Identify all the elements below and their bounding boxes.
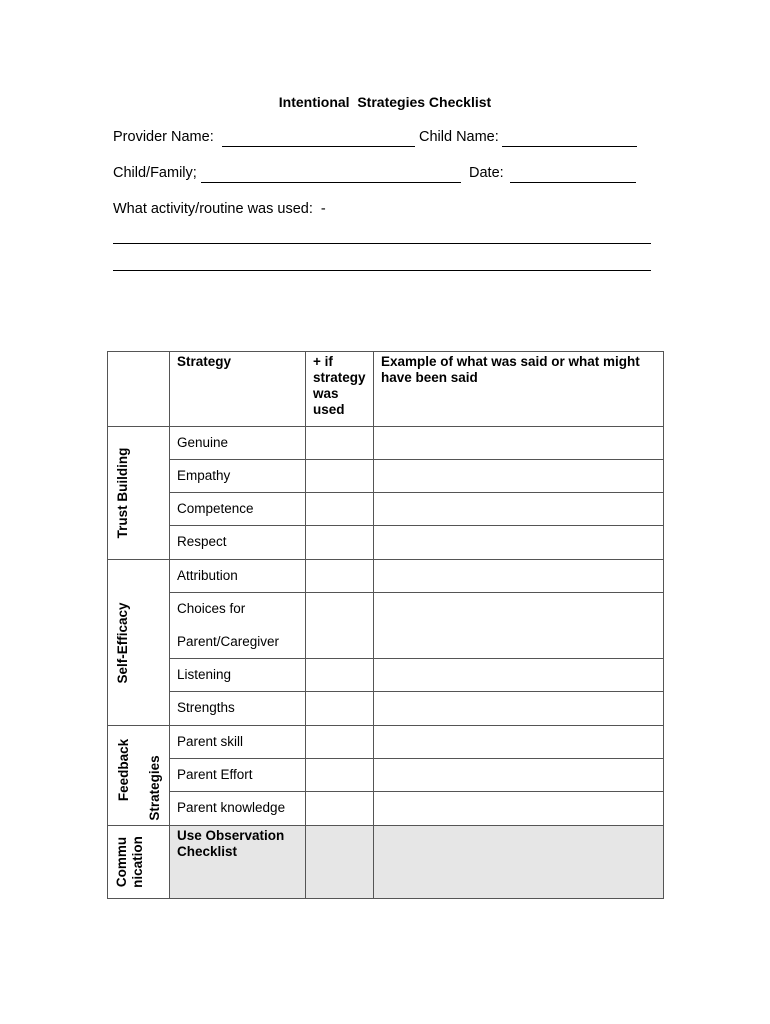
group-label: Self-Efficacy <box>115 601 130 684</box>
date-field[interactable] <box>510 182 636 183</box>
used-check-cell[interactable] <box>306 593 374 659</box>
used-check-cell[interactable] <box>306 692 374 726</box>
used-header <box>306 352 374 427</box>
strategy-parent-skill: Parent skill <box>170 726 306 759</box>
strategy-header <box>170 352 306 427</box>
used-header-line: was <box>313 386 339 401</box>
table-row <box>108 726 664 759</box>
group-self-efficacy <box>108 560 170 726</box>
child-family-field[interactable] <box>201 182 461 183</box>
table-row <box>108 593 664 659</box>
table-row <box>108 526 664 560</box>
provider-name-label: Provider Name: <box>113 129 214 145</box>
strategy-parent-knowledge: Parent knowledge <box>170 792 306 826</box>
used-check-cell[interactable] <box>306 560 374 593</box>
used-check-cell[interactable] <box>306 792 374 826</box>
example-header-line: have been said <box>381 370 478 385</box>
activity-label: What activity/routine was used: - <box>113 201 326 217</box>
example-cell[interactable] <box>374 792 664 826</box>
example-cell[interactable] <box>374 460 664 493</box>
group-header-cell <box>108 352 170 427</box>
strategies-table <box>107 351 664 899</box>
group-label: Trust Building <box>115 447 130 539</box>
example-cell[interactable] <box>374 692 664 726</box>
strategy-observation-line: Use Observation <box>177 828 285 843</box>
group-label <box>114 836 146 888</box>
table-row <box>108 427 664 460</box>
example-cell[interactable] <box>374 759 664 792</box>
strategy-choices <box>170 593 306 659</box>
used-check-cell[interactable] <box>306 726 374 759</box>
table-row <box>108 659 664 692</box>
activity-line-2[interactable] <box>113 270 651 271</box>
strategy-observation-line: Checklist <box>177 844 238 859</box>
strategy-genuine: Genuine <box>170 427 306 460</box>
used-check-cell[interactable] <box>306 659 374 692</box>
group-label: Strategies <box>146 755 162 821</box>
group-feedback-strategies <box>139 726 170 826</box>
strategy-choices-line: Choices for <box>177 601 246 616</box>
table-row <box>108 493 664 526</box>
child-name-label: Child Name: <box>419 129 499 145</box>
used-check-cell[interactable] <box>306 460 374 493</box>
table-row <box>108 460 664 493</box>
table-row <box>108 826 664 899</box>
example-cell[interactable] <box>374 659 664 692</box>
activity-line-1[interactable] <box>113 243 651 244</box>
group-label-line: nication <box>130 836 145 888</box>
used-check-cell[interactable] <box>306 759 374 792</box>
used-header-line: + if <box>313 354 333 369</box>
strategy-parent-effort: Parent Effort <box>170 759 306 792</box>
example-header-line: Example of what was said or what might <box>381 354 640 369</box>
strategy-strengths: Strengths <box>170 692 306 726</box>
example-cell[interactable] <box>374 526 664 560</box>
used-check-cell[interactable] <box>306 493 374 526</box>
table-row <box>108 692 664 726</box>
used-header-line: strategy <box>313 370 366 385</box>
header-row <box>108 352 664 427</box>
group-trust-building <box>108 427 170 560</box>
strategy-respect: Respect <box>170 526 306 560</box>
example-cell[interactable] <box>374 593 664 659</box>
group-label: Feedback <box>116 738 131 801</box>
group-label-line: Commu <box>114 836 129 888</box>
strategy-listening: Listening <box>170 659 306 692</box>
example-cell[interactable] <box>374 826 664 899</box>
used-header-line: used <box>313 402 345 417</box>
used-check-cell[interactable] <box>306 427 374 460</box>
strategy-choices-line: Parent/Caregiver <box>177 634 280 649</box>
group-communication <box>108 826 170 899</box>
table-row <box>108 759 664 792</box>
example-cell[interactable] <box>374 493 664 526</box>
strategy-use-observation <box>170 826 306 899</box>
child-name-field[interactable] <box>502 146 637 147</box>
strategy-attribution: Attribution <box>170 560 306 593</box>
strategy-header-text: Strategy <box>177 354 232 369</box>
table-row <box>108 792 664 826</box>
table-row <box>108 560 664 593</box>
group-feedback <box>108 726 139 826</box>
used-check-cell[interactable] <box>306 826 374 899</box>
used-check-cell[interactable] <box>306 526 374 560</box>
date-label: Date: <box>469 165 504 181</box>
example-cell[interactable] <box>374 560 664 593</box>
provider-name-field[interactable] <box>222 146 415 147</box>
example-cell[interactable] <box>374 427 664 460</box>
example-header <box>374 352 664 427</box>
strategy-empathy: Empathy <box>170 460 306 493</box>
strategy-competence: Competence <box>170 493 306 526</box>
example-cell[interactable] <box>374 726 664 759</box>
form-title: Intentional Strategies Checklist <box>278 94 492 110</box>
child-family-label: Child/Family; <box>113 165 197 181</box>
